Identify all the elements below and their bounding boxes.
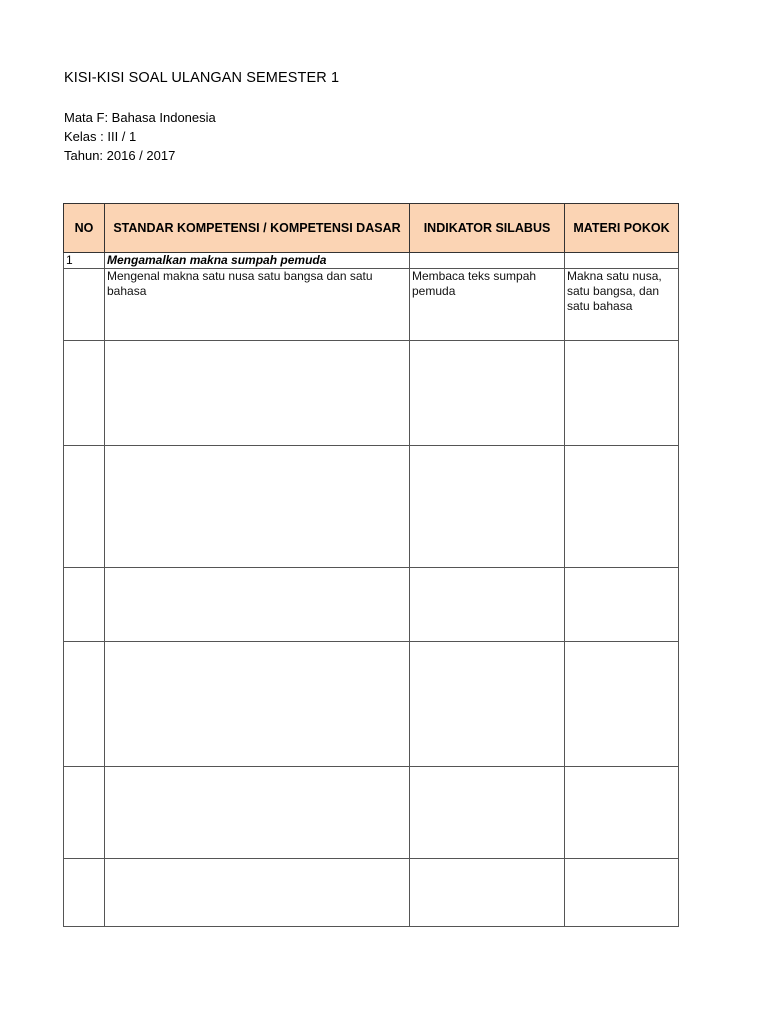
table-header-row xyxy=(64,204,679,253)
table-row xyxy=(64,446,679,568)
table-row xyxy=(64,269,679,341)
row-materi xyxy=(565,642,679,767)
table-row xyxy=(64,568,679,642)
kisi-kisi-table xyxy=(63,203,679,927)
table-row xyxy=(64,859,679,927)
meta-subject: Mata F: Bahasa Indonesia xyxy=(64,110,216,125)
row-indikator: Membaca teks sumpah pemuda xyxy=(410,269,565,341)
standar-row-materi xyxy=(565,253,679,269)
row-indikator xyxy=(410,446,565,568)
standar-row xyxy=(64,253,679,269)
header-standar-kompetensi: STANDAR KOMPETENSI / KOMPETENSI DASAR xyxy=(105,204,410,253)
row-indikator xyxy=(410,642,565,767)
row-indikator xyxy=(410,341,565,446)
row-standar xyxy=(105,642,410,767)
row-materi xyxy=(565,568,679,642)
meta-year: Tahun: 2016 / 2017 xyxy=(64,148,176,163)
row-no xyxy=(64,269,105,341)
row-standar: Mengenal makna satu nusa satu bangsa dan satu bahasa xyxy=(105,269,410,341)
document-title: KISI-KISI SOAL ULANGAN SEMESTER 1 xyxy=(64,70,340,86)
table-row xyxy=(64,642,679,767)
row-standar xyxy=(105,767,410,859)
row-standar xyxy=(105,341,410,446)
row-materi: Makna satu nusa, satu bangsa, dan satu bahasa xyxy=(565,269,679,341)
standar-row-no: 1 xyxy=(64,253,105,269)
row-materi xyxy=(565,859,679,927)
row-no xyxy=(64,568,105,642)
standar-row-text: Mengamalkan makna sumpah pemuda xyxy=(105,253,410,269)
header-materi-pokok: MATERI POKOK xyxy=(565,204,679,253)
standar-row-indikator xyxy=(410,253,565,269)
header-no: NO xyxy=(64,204,105,253)
row-no xyxy=(64,642,105,767)
row-no xyxy=(64,341,105,446)
table-row xyxy=(64,341,679,446)
row-indikator xyxy=(410,859,565,927)
meta-class: Kelas : III / 1 xyxy=(64,129,137,144)
row-indikator xyxy=(410,568,565,642)
header-indikator-silabus: INDIKATOR SILABUS xyxy=(410,204,565,253)
row-standar xyxy=(105,446,410,568)
row-no xyxy=(64,446,105,568)
row-no xyxy=(64,859,105,927)
row-materi xyxy=(565,341,679,446)
row-indikator xyxy=(410,767,565,859)
row-standar xyxy=(105,568,410,642)
row-materi xyxy=(565,767,679,859)
row-materi xyxy=(565,446,679,568)
table-row xyxy=(64,767,679,859)
row-no xyxy=(64,767,105,859)
row-standar xyxy=(105,859,410,927)
